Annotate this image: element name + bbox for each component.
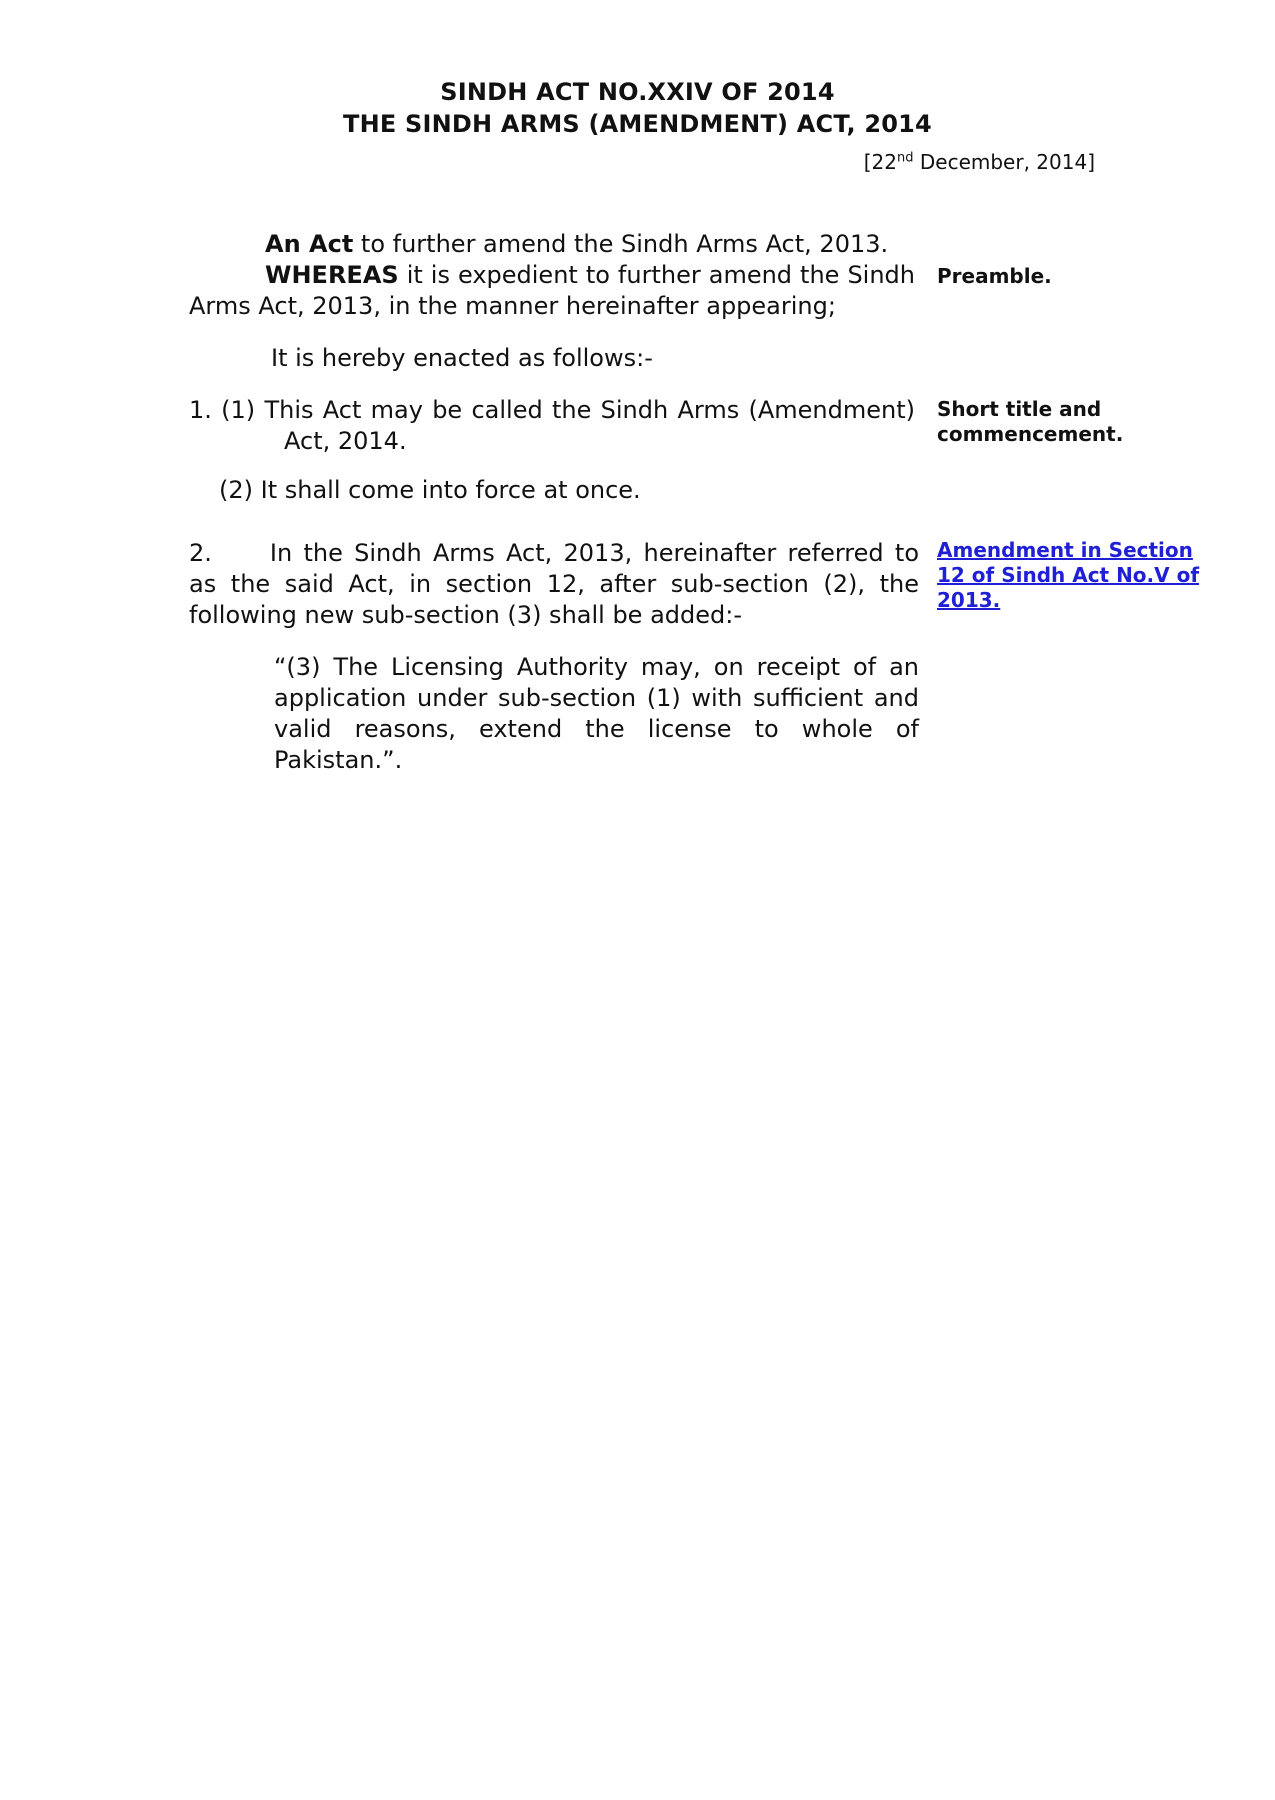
- act-subtitle: THE SINDH ARMS (AMENDMENT) ACT, 2014: [343, 110, 932, 138]
- enacting-formula: It is hereby enacted as follows:-: [271, 344, 653, 372]
- margin-note-preamble: Preamble.: [937, 264, 1052, 288]
- section-1-subsection-2: (2) It shall come into force at once.: [219, 476, 641, 504]
- amendment-link[interactable]: Amendment in Section 12 of Sindh Act No.V of 2013.: [937, 538, 1200, 612]
- act-title: SINDH ACT NO.XXIV OF 2014: [440, 78, 835, 106]
- enactment-date: [22nd December, 2014]: [863, 150, 1095, 174]
- whereas-clause: WHEREAS it is expedient to further amend the Sindh Arms Act, 2013, in the manner hereinafter appearing;: [189, 261, 915, 320]
- new-subsection-3-quote: “(3) The Licensing Authority may, on receipt of an application under sub-section (1) with sufficient and valid reasons, extend the license to whole of Pakistan.”.: [274, 653, 919, 774]
- section-1-subsection-1: 1. (1) This Act may be called the Sindh Arms (Amendment): [189, 396, 915, 424]
- section-2-text: 2. In the Sindh Arms Act, 2013, hereinafter referred to as the said Act, in section 12, after sub-section (2), the following new sub-section (3) shall be added:-: [189, 539, 919, 629]
- margin-note-short-title: Short title and commencement.: [937, 397, 1124, 446]
- act-description: An Act to further amend the Sindh Arms Act, 2013.: [265, 230, 889, 258]
- section-1-subsection-1-cont: Act, 2014.: [284, 427, 407, 455]
